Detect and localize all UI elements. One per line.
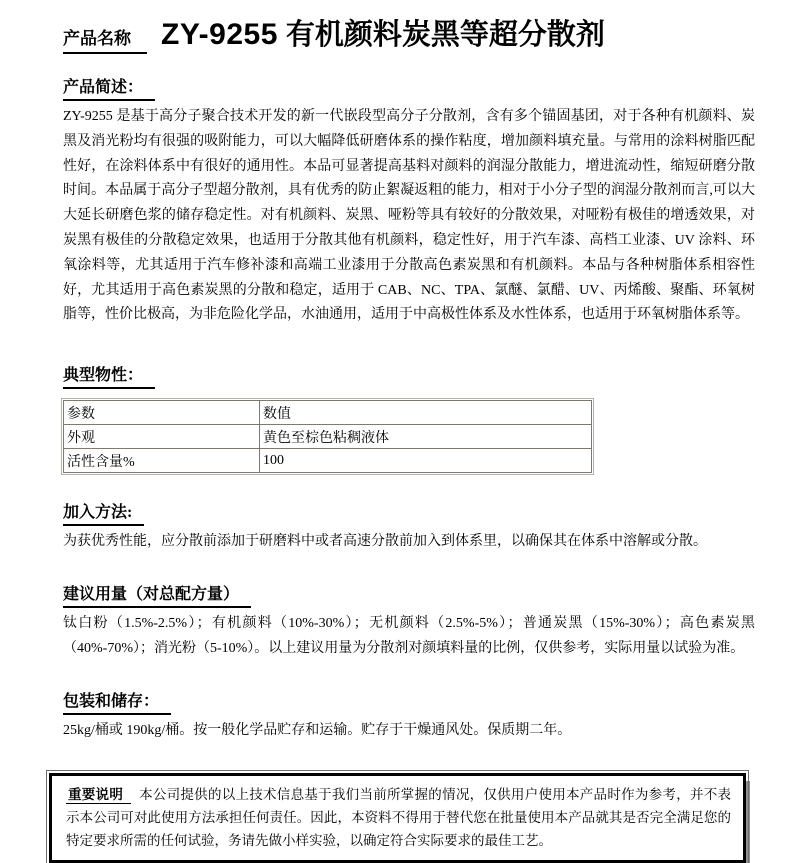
section-recommended-dosage	[63, 581, 755, 662]
heading-packaging-storage: 包装和储存：	[63, 688, 171, 715]
important-note-label: 重要说明	[66, 787, 131, 804]
heading-typical-properties: 典型物性：	[63, 362, 155, 389]
table-row	[64, 449, 592, 473]
important-note-box	[49, 773, 746, 863]
section-packaging-storage	[63, 688, 755, 744]
packaging-storage-text: 25kg/桶或 190kg/桶。按一般化学品贮存和运输。贮存于干燥通风处。保质期二年。	[63, 722, 572, 738]
section-addition-method	[63, 499, 755, 555]
cell-value: 100	[260, 449, 592, 473]
product-name-label: 产品名称	[63, 24, 147, 54]
recommended-dosage-text: 钛白粉（1.5%-2.5%）；有机颜料（10%-30%）；无机颜料（2.5%-5%）；普通炭黑（15%-30%）；高色素炭黑（40%-70%）；消光粉（5-10%）。以上建议用量为分散剂对颜填料量的比例，仅供参考，实际用量以试验为准。	[63, 615, 755, 656]
section-typical-properties	[63, 362, 755, 473]
heading-product-brief: 产品简述：	[63, 74, 155, 101]
table-header-row	[64, 401, 592, 425]
product-code: ZY-9255	[161, 18, 278, 51]
important-note-text	[66, 783, 731, 852]
addition-method-text: 为获优秀性能，应分散前添加于研磨料中或者高速分散前加入到体系里，以确保其在体系中溶解或分散。	[63, 534, 707, 550]
section-product-brief	[63, 74, 755, 328]
cell-parameter: 活性含量%	[64, 449, 260, 473]
title-row	[63, 12, 755, 54]
product-brief-text: ZY-9255 是基于高分子聚合技术开发的新一代嵌段型高分子分散剂，含有多个锚固基团，对于各种有机颜料、炭黑及消光粉均有很强的吸附能力，可以大幅降低研磨体系的操作粘度，增加颜料填充量。与常用的涂料树脂匹配性好，在涂料体系中有很好的通用性。本品可显著提高基料对颜料的润湿分散能力，增进流动性，缩短研磨分散时间。本品属于高分子型超分散剂，具有优秀的防止絮凝返粗的能力，相对于小分子型的润湿分散剂而言,可以大大延长研磨色浆的储存稳定性。对有机颜料、炭黑、哑粉等具有较好的分散效果，对哑粉有极佳的增透效果，对炭黑有极佳的分散稳定效果，也适用于分散其他有机颜料，稳定性好，用于汽车漆、高档工业漆、UV 涂料、环氧涂料等，尤其适用于汽车修补漆和高端工业漆用于分散高色素炭黑和有机颜料。本品与各种树脂体系相容性好，尤其适用于高色素炭黑的分散和稳定，适用于 CAB、NC、TPA、氯醚、氯醋、UV、丙烯酸、聚酯、环氧树脂等，性价比极高，为非危险化学品，水油通用，适用于中高极性体系及水性体系，也适用于环氧树脂体系等。	[63, 109, 755, 323]
cell-parameter: 外观	[64, 425, 260, 449]
col-header-parameter: 参数	[64, 401, 260, 425]
col-header-value: 数值	[260, 401, 592, 425]
cell-value: 黄色至棕色粘稠液体	[260, 425, 592, 449]
heading-addition-method: 加入方法:	[63, 499, 144, 526]
heading-recommended-dosage: 建议用量（对总配方量）	[63, 581, 251, 608]
table-row	[64, 425, 592, 449]
important-note-body: 本公司提供的以上技术信息基于我们当前所掌握的情况，仅供用户使用本产品时作为参考，并不表示本公司可对此使用方法承担任何责任。因此，本资料不得用于替代您在批量使用本产品就其是否完全满足您的特定要求所需的任何试验，务请先做小样实验，以确定符合实际要求的最佳工艺。	[66, 787, 732, 849]
properties-table	[63, 400, 592, 473]
product-title: 有机颜料炭黑等超分散剂	[285, 19, 605, 51]
